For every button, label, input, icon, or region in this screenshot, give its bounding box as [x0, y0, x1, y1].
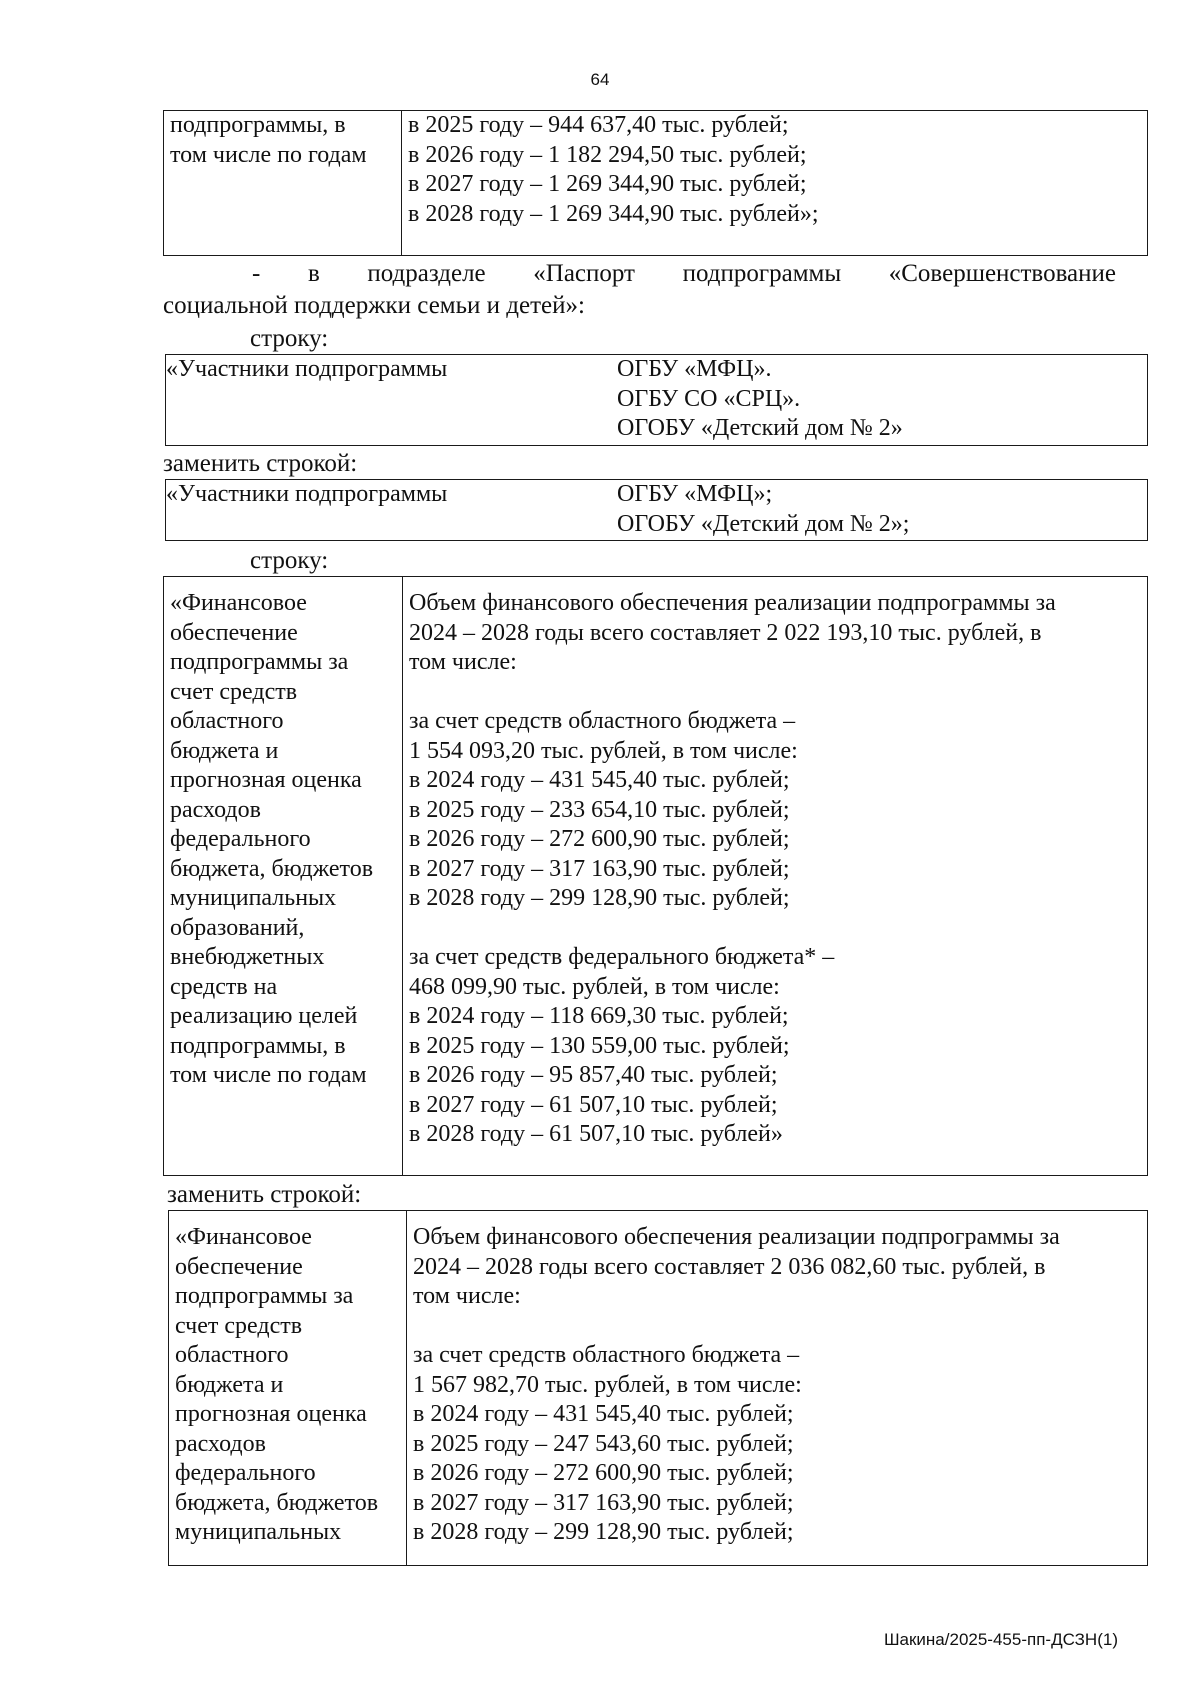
table-row — [169, 1211, 1148, 1566]
table-participants-new — [165, 479, 1148, 541]
label-replace-1: заменить строкой: — [163, 450, 358, 477]
table-cell-label: «Финансовое обеспечение подпрограммы за счет средств областного бюджета и прогнозная оценка расходов федерального бюджета, бюджетов муниципальных образований, внебюджетных средств на реализацию целей подпрограммы, в том числе по годам — [164, 577, 403, 1176]
label-replace-2: заменить строкой: — [167, 1181, 362, 1208]
table-cell-value: Объем финансового обеспечения реализации подпрограммы за 2024 – 2028 годы всего составляет 2 036 082,60 тыс. рублей, в том числе: за счет средств областного бюджета – 1 567 982,70 тыс. рублей, в том числе: в 2024 году – 431 545,40 тыс. рублей; в 2025 году – 247 543,60 тыс. рублей; в 2026 году – 272 600,90 тыс. рублей; в 2027 году – 317 163,90 тыс. рублей; в 2028 году – 299 128,90 тыс. рублей; — [407, 1211, 1148, 1566]
document-footer-code: Шакина/2025-455-пп-ДСЗН(1) — [883, 1630, 1118, 1649]
table-cell-label: «Финансовое обеспечение подпрограммы за счет средств областного бюджета и прогнозная оценка расходов федерального бюджета, бюджетов муниципальных — [169, 1211, 407, 1566]
section-line-2: социальной поддержки семьи и детей»: — [163, 292, 585, 319]
table-row — [166, 480, 1148, 541]
table-funding-new — [168, 1210, 1148, 1566]
label-row-2: строку: — [250, 547, 329, 574]
table-cell-value: ОГБУ «МФЦ»; ОГОБУ «Детский дом № 2»; — [617, 480, 1148, 541]
table-cell-value: Объем финансового обеспечения реализации подпрограммы за 2024 – 2028 годы всего составляет 2 022 193,10 тыс. рублей, в том числе: за счет средств областного бюджета – 1 554 093,20 тыс. рублей, в том числе: в 2024 году – 431 545,40 тыс. рублей; в 2025 году – 233 654,10 тыс. рублей; в 2026 году – 272 600,90 тыс. рублей; в 2027 году – 317 163,90 тыс. рублей; в 2028 году – 299 128,90 тыс. рублей; за счет средств федерального бюджета* – 468 099,90 тыс. рублей, в том числе: в 2024 году – 118 669,30 тыс. рублей; в 2025 году – 130 559,00 тыс. рублей; в 2026 году – 95 857,40 тыс. рублей; в 2027 году – 61 507,10 тыс. рублей; в 2028 году – 61 507,10 тыс. рублей» — [403, 577, 1148, 1176]
page-number: 64 — [590, 70, 610, 89]
table-cell-label: подпрограммы, в том числе по годам — [164, 111, 402, 256]
table-row — [166, 355, 1148, 446]
table-cell-label: «Участники подпрограммы — [166, 355, 618, 446]
table-funding-old — [163, 576, 1148, 1176]
table-participants-old — [165, 354, 1148, 446]
label-row-1: строку: — [250, 325, 329, 352]
table-row — [164, 577, 1148, 1176]
table-funding-continuation — [163, 110, 1148, 256]
section-line-1: - в подразделе «Паспорт подпрограммы «Совершенствование — [252, 260, 1116, 287]
table-row — [164, 111, 1148, 256]
table-cell-value: ОГБУ «МФЦ». ОГБУ СО «СРЦ». ОГОБУ «Детский дом № 2» — [617, 355, 1148, 446]
table-cell-label: «Участники подпрограммы — [166, 480, 618, 541]
table-cell-value: в 2025 году – 944 637,40 тыс. рублей; в 2026 году – 1 182 294,50 тыс. рублей; в 2027 году – 1 269 344,90 тыс. рублей; в 2028 году – 1 269 344,90 тыс. рублей»; — [402, 111, 1148, 256]
